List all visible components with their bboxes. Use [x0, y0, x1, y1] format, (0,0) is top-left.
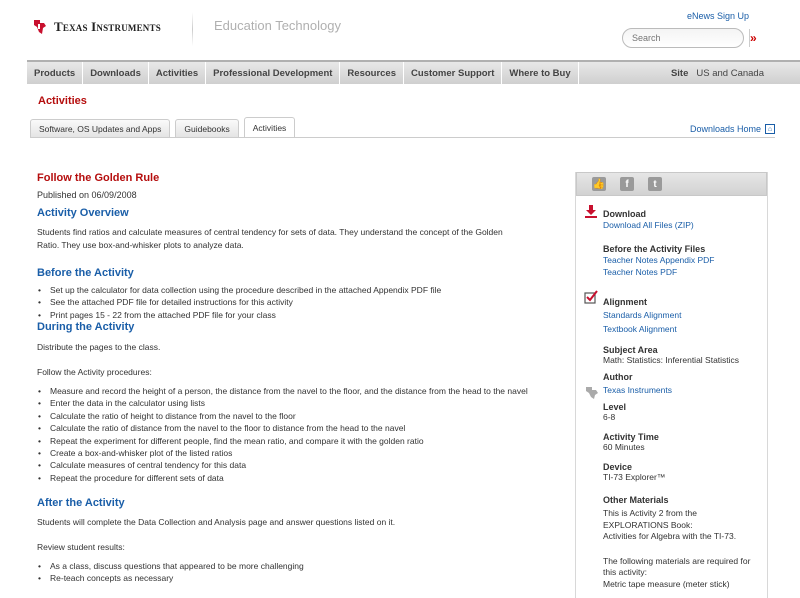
- overview-text: Students find ratios and calculate measures of central tendency for sets of data. They understand the concept of the Golden Ratio. They use box-and-whisker plots to analyze data.: [37, 227, 503, 250]
- before-heading: Before the Activity: [37, 267, 134, 279]
- list-item: • See the attached PDF file for detailed instructions for this activity: [37, 296, 552, 308]
- tab-bar: [30, 119, 295, 137]
- list-item: • Calculate the ratio of height to distance from the navel to the floor: [37, 410, 552, 422]
- site-header: [0, 0, 800, 58]
- share-bar: [576, 172, 767, 196]
- materials-text-4: Metric tape measure (meter stick): [603, 578, 730, 589]
- device-section: [603, 462, 763, 484]
- search-input[interactable]: [623, 29, 749, 47]
- subject-value: Math: Statistics: Inferential Statistics: [603, 355, 740, 365]
- main-nav: [27, 60, 800, 84]
- site-value: US and Canada: [696, 67, 764, 79]
- published-date: Published on 06/09/2008: [37, 190, 137, 200]
- list-item: • Calculate measures of central tendency for this data: [37, 459, 552, 471]
- site-section-title: Education Technology: [214, 18, 341, 33]
- subject-section: [603, 345, 763, 367]
- list-item: • Measure and record the height of a person, the distance from the navel to the floor, and the distance from the head to the navel: [37, 385, 552, 397]
- site-label: Site: [670, 67, 689, 79]
- nav-item-products[interactable]: Products: [27, 62, 83, 84]
- materials-heading: Other Materials: [603, 495, 669, 505]
- header-divider: [192, 12, 193, 46]
- subject-heading: Subject Area: [603, 345, 658, 355]
- materials-text-3: The following materials are required for this activity:: [603, 555, 751, 577]
- tab-divider: [30, 137, 775, 138]
- level-heading: Level: [603, 402, 627, 412]
- author-icon: [584, 384, 600, 402]
- author-heading: Author: [603, 372, 633, 382]
- before-files-heading: Before the Activity Files: [603, 244, 706, 254]
- author-section: [603, 372, 672, 396]
- before-files-section: [603, 244, 715, 278]
- list-item: • Print pages 15 - 22 from the attached PDF file for your class: [37, 309, 552, 321]
- download-all-link[interactable]: Download All Files (ZIP): [603, 220, 694, 230]
- materials-section: [603, 495, 763, 590]
- time-section: [603, 432, 763, 454]
- list-item: • Repeat the experiment for different people, find the mean ratio, and compare it with the golden ratio: [37, 435, 552, 447]
- home-icon: ⌂: [765, 124, 775, 134]
- list-item: • Calculate the ratio of distance from the navel to the floor to distance from the head to the navel: [37, 422, 552, 434]
- download-section: [603, 209, 694, 231]
- nav-item-customer-support[interactable]: Customer Support: [404, 62, 502, 84]
- standards-alignment-link[interactable]: Standards Alignment: [603, 310, 682, 320]
- list-item: • Create a box-and-whisker plot of the listed ratios: [37, 447, 552, 459]
- list-item: • Set up the calculator for data collection using the procedure described in the attached Appendix PDF file: [37, 284, 552, 296]
- during-list: [37, 385, 552, 484]
- page-title: Activities: [38, 95, 87, 107]
- list-item: • Enter the data in the calculator using lists: [37, 397, 552, 409]
- teacher-notes-link[interactable]: Teacher Notes PDF: [603, 267, 678, 277]
- list-item: • As a class, discuss questions that appeared to be more challenging: [37, 560, 552, 572]
- checkbox-icon: [584, 290, 598, 306]
- nav-item-activities[interactable]: Activities: [149, 62, 206, 84]
- search-box: [622, 28, 757, 48]
- search-submit-icon[interactable]: »: [750, 31, 757, 45]
- facebook-icon[interactable]: f: [620, 177, 634, 191]
- nav-item-where-to-buy[interactable]: Where to Buy: [502, 62, 578, 84]
- level-value: 6-8: [603, 412, 616, 422]
- activity-title: Follow the Golden Rule: [37, 172, 160, 184]
- before-list: [37, 284, 552, 321]
- after-list: [37, 560, 552, 585]
- tab-guidebooks[interactable]: Guidebooks: [175, 119, 238, 137]
- thumbs-up-icon[interactable]: 👍: [592, 178, 606, 190]
- alignment-heading: Alignment: [603, 297, 647, 307]
- tab-software[interactable]: Software, OS Updates and Apps: [30, 119, 170, 137]
- downloads-home-label: Downloads Home: [690, 124, 762, 134]
- download-heading: Download: [603, 209, 646, 219]
- list-item: • Repeat the procedure for different sets of data: [37, 472, 552, 484]
- during-text-2: Follow the Activity procedures:: [37, 367, 152, 377]
- tab-activities[interactable]: Activities: [244, 117, 296, 137]
- materials-text-1: This is Activity 2 from the EXPLORATIONS Book:: [603, 508, 697, 530]
- after-text-2: Review student results:: [37, 542, 125, 552]
- textbook-alignment-link[interactable]: Textbook Alignment: [603, 324, 677, 334]
- nav-item-professional-development[interactable]: Professional Development: [206, 62, 340, 84]
- alignment-section: [603, 297, 681, 335]
- author-link[interactable]: Texas Instruments: [603, 385, 672, 395]
- level-section: [603, 402, 763, 424]
- device-heading: Device: [603, 462, 633, 472]
- nav-item-resources[interactable]: Resources: [340, 62, 404, 84]
- materials-text-2: Activities for Algebra with the TI-73.: [603, 531, 737, 541]
- during-text-1: Distribute the pages to the class.: [37, 342, 161, 352]
- device-value: TI-73 Explorer™: [603, 472, 666, 482]
- after-text-1: Students will complete the Data Collection and Analysis page and answer questions listed on it.: [37, 517, 396, 527]
- logo-text: Texas Instruments: [54, 19, 161, 34]
- twitter-icon[interactable]: t: [648, 177, 662, 191]
- during-heading: During the Activity: [37, 321, 135, 333]
- after-heading: After the Activity: [37, 497, 125, 509]
- overview-heading: Activity Overview: [37, 207, 129, 219]
- time-heading: Activity Time: [603, 432, 659, 442]
- download-icon: [584, 204, 598, 220]
- nav-item-downloads[interactable]: Downloads: [83, 62, 149, 84]
- site-selector[interactable]: [671, 62, 764, 84]
- activity-sidebar: [575, 172, 768, 598]
- teacher-notes-appendix-link[interactable]: Teacher Notes Appendix PDF: [603, 255, 715, 265]
- list-item: • Re-teach concepts as necessary: [37, 572, 552, 584]
- enews-signup-link[interactable]: eNews Sign Up: [687, 11, 750, 21]
- time-value: 60 Minutes: [603, 442, 645, 452]
- downloads-home-link[interactable]: [690, 124, 775, 134]
- ti-logo-icon: [32, 18, 48, 36]
- ti-logo[interactable]: [32, 18, 161, 36]
